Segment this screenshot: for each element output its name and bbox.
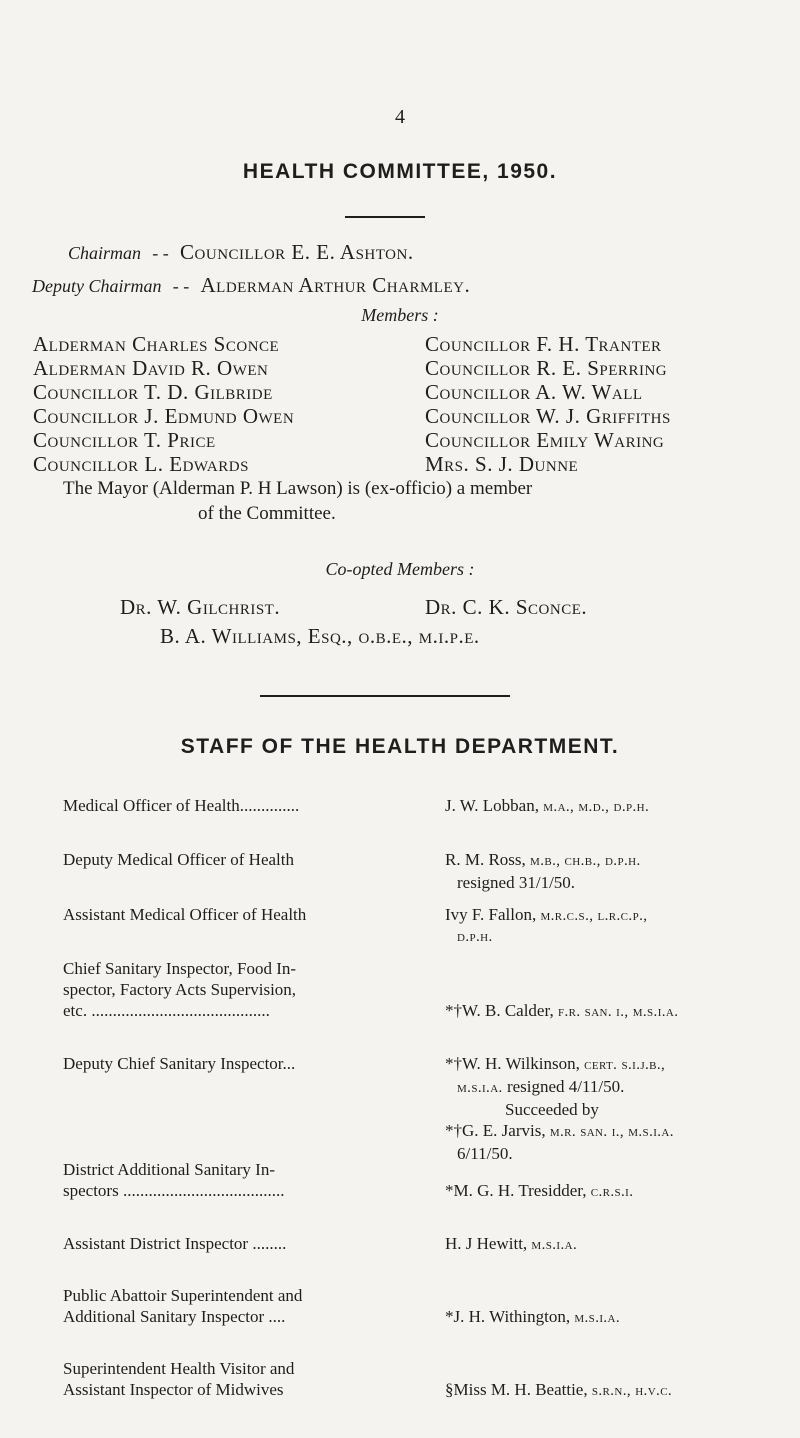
member-right: Councillor F. H. Tranter: [425, 332, 662, 356]
staff-entry: [445, 849, 775, 893]
staff-qualifications: m.s.i.a.: [531, 1237, 578, 1253]
staff-successor-qualifications: m.r. san. i., m.s.i.a.: [549, 1124, 674, 1140]
staff-entry: [445, 1379, 775, 1402]
staff-successor-date: 6/11/50.: [457, 1144, 513, 1163]
member-left: Councillor T. Price: [33, 428, 216, 452]
staff-note: resigned 31/1/50.: [457, 873, 576, 892]
staff-name: J. W. Lobban,: [445, 796, 539, 815]
member-right: Councillor W. J. Griffiths: [425, 404, 671, 428]
staff-role-line: Assistant Inspector of Midwives: [63, 1380, 284, 1399]
staff-name: *J. H. Withington,: [445, 1307, 571, 1326]
staff-qualifications: m.r.c.s., l.r.c.p.,: [540, 908, 648, 924]
chairman-line: [68, 240, 414, 265]
member-right: Councillor Emily Waring: [425, 428, 665, 452]
staff-name: R. M. Ross,: [445, 850, 526, 869]
staff-entry: [445, 1000, 775, 1023]
staff-qualifications: cert. s.i.j.b.,: [584, 1057, 666, 1073]
chairman-name: Councillor E. E. Ashton.: [180, 240, 414, 264]
staff-name: H. J Hewitt,: [445, 1234, 528, 1253]
staff-entry: [445, 1306, 775, 1329]
staff-qualifications-cont: m.s.i.a.: [457, 1080, 503, 1096]
staff-role: [63, 1358, 433, 1400]
deputy-chairman-dash: - -: [172, 276, 190, 296]
staff-qualifications-cont: d.p.h.: [457, 929, 493, 945]
staff-name: §Miss M. H. Beattie,: [445, 1380, 588, 1399]
staff-role: [63, 958, 433, 1021]
staff-qualifications: c.r.s.i.: [590, 1184, 634, 1200]
staff-title: STAFF OF THE HEALTH DEPARTMENT.: [180, 735, 620, 758]
member-right: Councillor A. W. Wall: [425, 380, 643, 404]
staff-entry: [445, 904, 775, 948]
page-number: 4: [395, 106, 405, 128]
member-left: Councillor L. Edwards: [33, 452, 249, 476]
staff-role: Assistant Medical Officer of Health: [63, 905, 307, 924]
staff-role-line: Superintendent Health Visitor and: [63, 1359, 295, 1378]
staff-role: Medical Officer of Health..............: [63, 796, 300, 815]
coopted-member-2: Dr. C. K. Sconce.: [425, 595, 588, 619]
staff-name: *†W. B. Calder,: [445, 1001, 554, 1020]
staff-role-line: Public Abattoir Superintendent and: [63, 1286, 303, 1305]
committee-title: HEALTH COMMITTEE, 1950.: [242, 160, 558, 183]
member-left: Alderman Charles Sconce: [33, 332, 280, 356]
member-left: Alderman David R. Owen: [33, 356, 269, 380]
staff-entry: [445, 795, 775, 818]
staff-role-line: etc. ..........................................: [63, 1001, 270, 1020]
staff-role: Deputy Medical Officer of Health: [63, 850, 294, 869]
staff-role-line: Additional Sanitary Inspector ....: [63, 1307, 286, 1326]
staff-role: [63, 1285, 433, 1327]
staff-role-line: Chief Sanitary Inspector, Food In-: [63, 959, 297, 978]
staff-qualifications: s.r.n., h.v.c.: [591, 1383, 673, 1399]
staff-successor-name: *†G. E. Jarvis,: [445, 1121, 546, 1140]
coopted-member-3: B. A. Williams, Esq., o.b.e., m.i.p.e.: [160, 624, 480, 648]
deputy-chairman-line: [32, 273, 470, 298]
chairman-dash: - -: [152, 243, 169, 263]
staff-role-line: spector, Factory Acts Supervision,: [63, 980, 297, 999]
staff-role: Deputy Chief Sanitary Inspector...: [63, 1054, 296, 1073]
staff-note: resigned 4/11/50.: [506, 1077, 625, 1096]
coopted-heading: Co-opted Members :: [325, 559, 475, 579]
members-heading: Members :: [361, 305, 439, 325]
mayor-note-line1: The Mayor (Alderman P. H Lawson) is (ex-officio) a member: [63, 478, 533, 499]
staff-name: *M. G. H. Tresidder,: [445, 1181, 587, 1200]
member-right: Mrs. S. J. Dunne: [425, 452, 579, 476]
staff-qualifications: f.r. san. i., m.s.i.a.: [557, 1004, 679, 1020]
staff-qualifications: m.s.i.a.: [574, 1310, 621, 1326]
staff-qualifications: m.a., m.d., d.p.h.: [543, 799, 650, 815]
members-left-column: [33, 332, 294, 476]
staff-role: Assistant District Inspector ........: [63, 1234, 287, 1253]
staff-succeeded: Succeeded by: [505, 1100, 599, 1119]
chairman-label: Chairman: [68, 243, 142, 263]
member-right: Councillor R. E. Sperring: [425, 356, 668, 380]
section-divider: [260, 695, 510, 697]
members-right-column: [425, 332, 671, 476]
deputy-chairman-name: Alderman Arthur Charmley.: [200, 273, 471, 297]
staff-name: Ivy F. Fallon,: [445, 905, 537, 924]
staff-qualifications: m.b., ch.b., d.p.h.: [530, 853, 641, 869]
deputy-chairman-label: Deputy Chairman: [32, 276, 162, 296]
staff-name: *†W. H. Wilkinson,: [445, 1054, 580, 1073]
member-left: Councillor J. Edmund Owen: [33, 404, 295, 428]
staff-entry: [445, 1180, 775, 1203]
staff-role-line: District Additional Sanitary In-: [63, 1160, 275, 1179]
title-divider: [345, 216, 425, 218]
staff-entry: [445, 1233, 775, 1256]
staff-role: [63, 1159, 433, 1201]
staff-entry: [445, 1053, 775, 1164]
staff-role-line: spectors ......................................: [63, 1181, 285, 1200]
mayor-note-line2: of the Committee.: [198, 503, 336, 524]
coopted-member-1: Dr. W. Gilchrist.: [120, 595, 281, 619]
member-left: Councillor T. D. Gilbride: [33, 380, 273, 404]
